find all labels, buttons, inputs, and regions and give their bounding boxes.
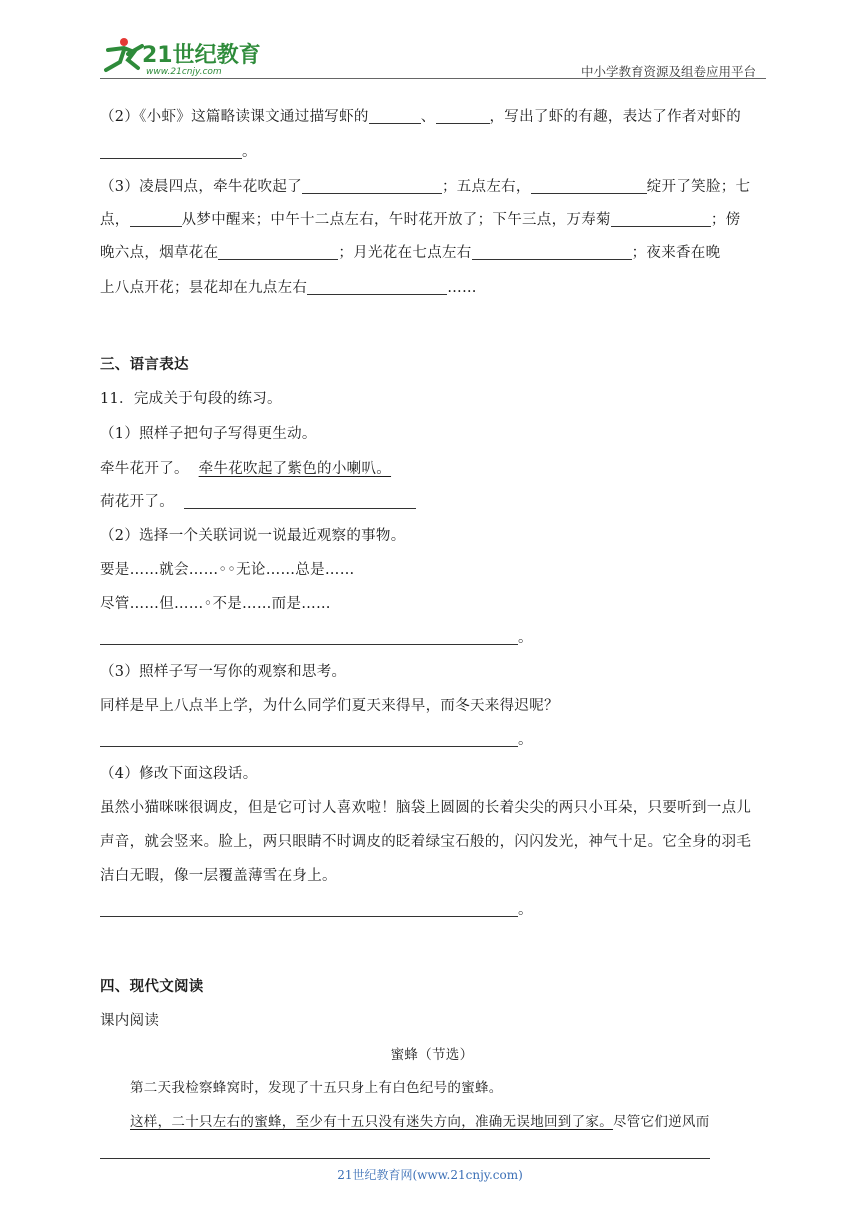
q2-line2: 。 [100,140,764,161]
answer-line-2: 。 [100,626,764,647]
answer-blank[interactable] [184,494,416,510]
q3-line4: 上八点开花；昙花却在九点左右 …… [100,280,477,296]
conjunctions-line1: 要是……就会……◦◦无论……总是…… [100,562,355,578]
answer-blank[interactable] [100,902,518,918]
answer-blank[interactable] [218,245,338,261]
q11-part2: （2）选择一个关联词说一说最近观察的事物。 [100,528,406,544]
q11-example3: 同样是早上八点半上学，为什么同学们夏天来得早，而冬天来得迟呢？ [100,698,559,714]
answer-line-3: 。 [100,728,764,749]
answer-blank[interactable] [369,109,421,125]
example-answer: 牵牛花吹起了紫色的小喇叭。 [198,461,392,477]
q11-part3: （3）照样子写一写你的观察和思考。 [100,664,347,680]
passage-sentence2: 这样，二十只左右的蜜蜂，至少有十五只没有迷失方向，准确无误地回到了家。尽管它们逆风而 [130,1114,710,1130]
q11-task1: 荷花开了。 [100,490,764,511]
paragraph-line2: 声音，就会竖来。脸上，两只眼睛不时调皮的眨着绿宝石般的，闪闪发光，神气十足。它全身的羽毛 [100,834,752,850]
platform-name: 中小学教育资源及组卷应用平台 [580,64,756,79]
q11-part1: （1）照样子把句子写得更生动。 [100,426,317,442]
answer-blank[interactable] [130,212,182,228]
header-divider [100,78,766,79]
q2-line1: （2）《小虾》这篇略读课文通过描写虾的 、 ，写出了虾的有趣，表达了作者对虾的 [100,109,742,125]
section3-title: 三、语言表达 [100,357,189,373]
q11-prompt: 11．完成关于句段的练习。 [100,391,282,407]
answer-blank[interactable] [531,179,647,195]
answer-blank[interactable] [611,212,711,228]
q11-part4: （4）修改下面这段话。 [100,766,258,782]
paragraph-line3: 洁白无暇，像一层覆盖薄雪在身上。 [100,868,337,884]
answer-blank[interactable] [307,280,447,296]
answer-blank[interactable] [100,144,242,160]
passage-sentence1: 第二天我检察蜂窝时，发现了十五只身上有白色纪号的蜜蜂。 [130,1080,503,1096]
answer-blank[interactable] [302,179,442,195]
logo-url: www.21cnjy.com [146,67,222,77]
paragraph-line1: 虽然小猫咪咪很调皮，但是它可讨人喜欢啦！脑袋上圆圆的长着尖尖的两只小耳朵，只要听到一点儿 [100,800,752,816]
underlined-sentence: 这样，二十只左右的蜜蜂，至少有十五只没有迷失方向，准确无误地回到了家。 [130,1114,613,1130]
conjunctions-line2: 尽管……但……◦不是……而是…… [100,596,331,612]
answer-blank[interactable] [436,109,490,125]
q3-line2: 点， 从梦中醒来；中午十二点左右，午时花开放了；下午三点，万寿菊 ；傍 [100,212,741,228]
answer-line-4: 。 [100,898,764,919]
section4-title: 四、现代文阅读 [100,979,204,995]
answer-blank[interactable] [100,630,518,646]
reading-subtitle: 课内阅读 [100,1013,160,1029]
answer-blank[interactable] [472,245,632,261]
answer-blank[interactable] [100,732,518,748]
passage-title: 蜜蜂（节选） [390,1047,474,1063]
runner-icon [106,38,142,70]
footer-text: 21世纪教育网(www.21cnjy.com) [337,1168,523,1182]
q3-line3: 晚六点，烟草花在 ；月光花在七点左右 ；夜来香在晚 [100,245,721,261]
logo-21cnjy [94,36,264,78]
footer-divider [100,1158,710,1159]
logo-text: 21世纪教育 [142,43,261,68]
q3-line1: （3）凌晨四点，牵牛花吹起了 ；五点左右， 绽开了笑脸；七 [100,179,751,195]
q11-example: 牵牛花开了。 牵牛花吹起了紫色的小喇叭。 [100,461,392,477]
